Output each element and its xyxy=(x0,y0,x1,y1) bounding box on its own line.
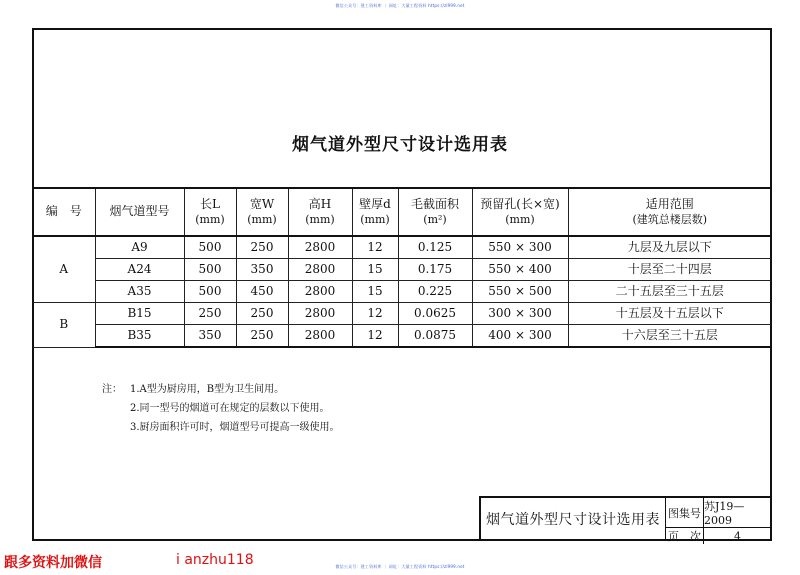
atlas-value: 苏J19—2009 xyxy=(704,498,771,528)
title-block-name: 烟气道外型尺寸设计选用表 xyxy=(481,498,666,540)
group-code: B xyxy=(33,303,95,348)
header-area: 毛截面积 (m²) xyxy=(398,188,472,236)
cell-area: 0.175 xyxy=(398,259,472,281)
cell-opening: 550 × 500 xyxy=(472,281,568,303)
header-wall: 壁厚d (mm) xyxy=(352,188,398,236)
cell-length: 250 xyxy=(184,303,236,325)
group-code: A xyxy=(33,236,95,303)
cell-model: A9 xyxy=(95,236,184,259)
cell-model: A35 xyxy=(95,281,184,303)
page-label: 页 次 xyxy=(666,528,704,544)
cell-range: 九层及九层以下 xyxy=(568,236,771,259)
cell-length: 500 xyxy=(184,259,236,281)
cell-range: 十五层及十五层以下 xyxy=(568,303,771,325)
cell-wall: 12 xyxy=(352,303,398,325)
notes xyxy=(102,380,340,437)
cell-model: A24 xyxy=(95,259,184,281)
cell-area: 0.125 xyxy=(398,236,472,259)
title-block xyxy=(479,496,771,543)
cell-opening: 550 × 400 xyxy=(472,259,568,281)
cell-opening: 400 × 300 xyxy=(472,325,568,348)
table-row xyxy=(33,303,771,325)
cell-opening: 550 × 300 xyxy=(472,236,568,259)
cell-area: 0.0625 xyxy=(398,303,472,325)
cell-width: 250 xyxy=(236,325,288,348)
cell-range: 十六层至三十五层 xyxy=(568,325,771,348)
spec-table xyxy=(33,187,771,348)
notes-label: 注： xyxy=(102,384,122,395)
cell-model: B35 xyxy=(95,325,184,348)
cell-wall: 12 xyxy=(352,325,398,348)
table-row xyxy=(33,325,771,348)
footer-wechat-id: i anzhu118 xyxy=(176,552,254,568)
table-row xyxy=(33,281,771,303)
header-code: 编 号 xyxy=(33,188,95,236)
cell-width: 450 xyxy=(236,281,288,303)
page-title: 烟气道外型尺寸设计选用表 xyxy=(292,135,508,155)
note-item: 3.厨房面积许可时，烟道型号可提高一级使用。 xyxy=(130,422,340,433)
cell-width: 250 xyxy=(236,236,288,259)
header-opening: 预留孔(长×宽) (mm) xyxy=(472,188,568,236)
watermark-top: 微信公众号：建工资料库 ｜ 网址：大量工程资料 https://zl999.net xyxy=(335,3,465,8)
cell-model: B15 xyxy=(95,303,184,325)
cell-range: 十层至二十四层 xyxy=(568,259,771,281)
note-item: 2.同一型号的烟道可在规定的层数以下使用。 xyxy=(130,403,330,414)
cell-area: 0.225 xyxy=(398,281,472,303)
cell-height: 2800 xyxy=(288,325,352,348)
cell-width: 250 xyxy=(236,303,288,325)
footer-contact-text: 跟多资料加微信 xyxy=(4,555,102,571)
watermark-bottom: 微信公众号：建工资料库 ｜ 网址：大量工程资料 https://zl999.net xyxy=(335,564,465,569)
table-row xyxy=(33,236,771,259)
cell-area: 0.0875 xyxy=(398,325,472,348)
cell-height: 2800 xyxy=(288,303,352,325)
page-value: 4 xyxy=(734,529,741,543)
cell-wall: 15 xyxy=(352,259,398,281)
note-item: 1.A型为厨房用，B型为卫生间用。 xyxy=(130,384,285,395)
cell-height: 2800 xyxy=(288,281,352,303)
cell-height: 2800 xyxy=(288,236,352,259)
header-range: 适用范围 (建筑总楼层数) xyxy=(568,188,771,236)
header-model: 烟气道型号 xyxy=(95,188,184,236)
cell-length: 350 xyxy=(184,325,236,348)
cell-wall: 12 xyxy=(352,236,398,259)
cell-length: 500 xyxy=(184,236,236,259)
header-width: 宽W (mm) xyxy=(236,188,288,236)
header-height: 高H (mm) xyxy=(288,188,352,236)
table-row xyxy=(33,259,771,281)
header-length: 长L (mm) xyxy=(184,188,236,236)
cell-height: 2800 xyxy=(288,259,352,281)
cell-length: 500 xyxy=(184,281,236,303)
cell-width: 350 xyxy=(236,259,288,281)
cell-range: 二十五层至三十五层 xyxy=(568,281,771,303)
cell-wall: 15 xyxy=(352,281,398,303)
cell-opening: 300 × 300 xyxy=(472,303,568,325)
atlas-label: 图集号 xyxy=(666,498,704,528)
table-header-row xyxy=(33,188,771,236)
